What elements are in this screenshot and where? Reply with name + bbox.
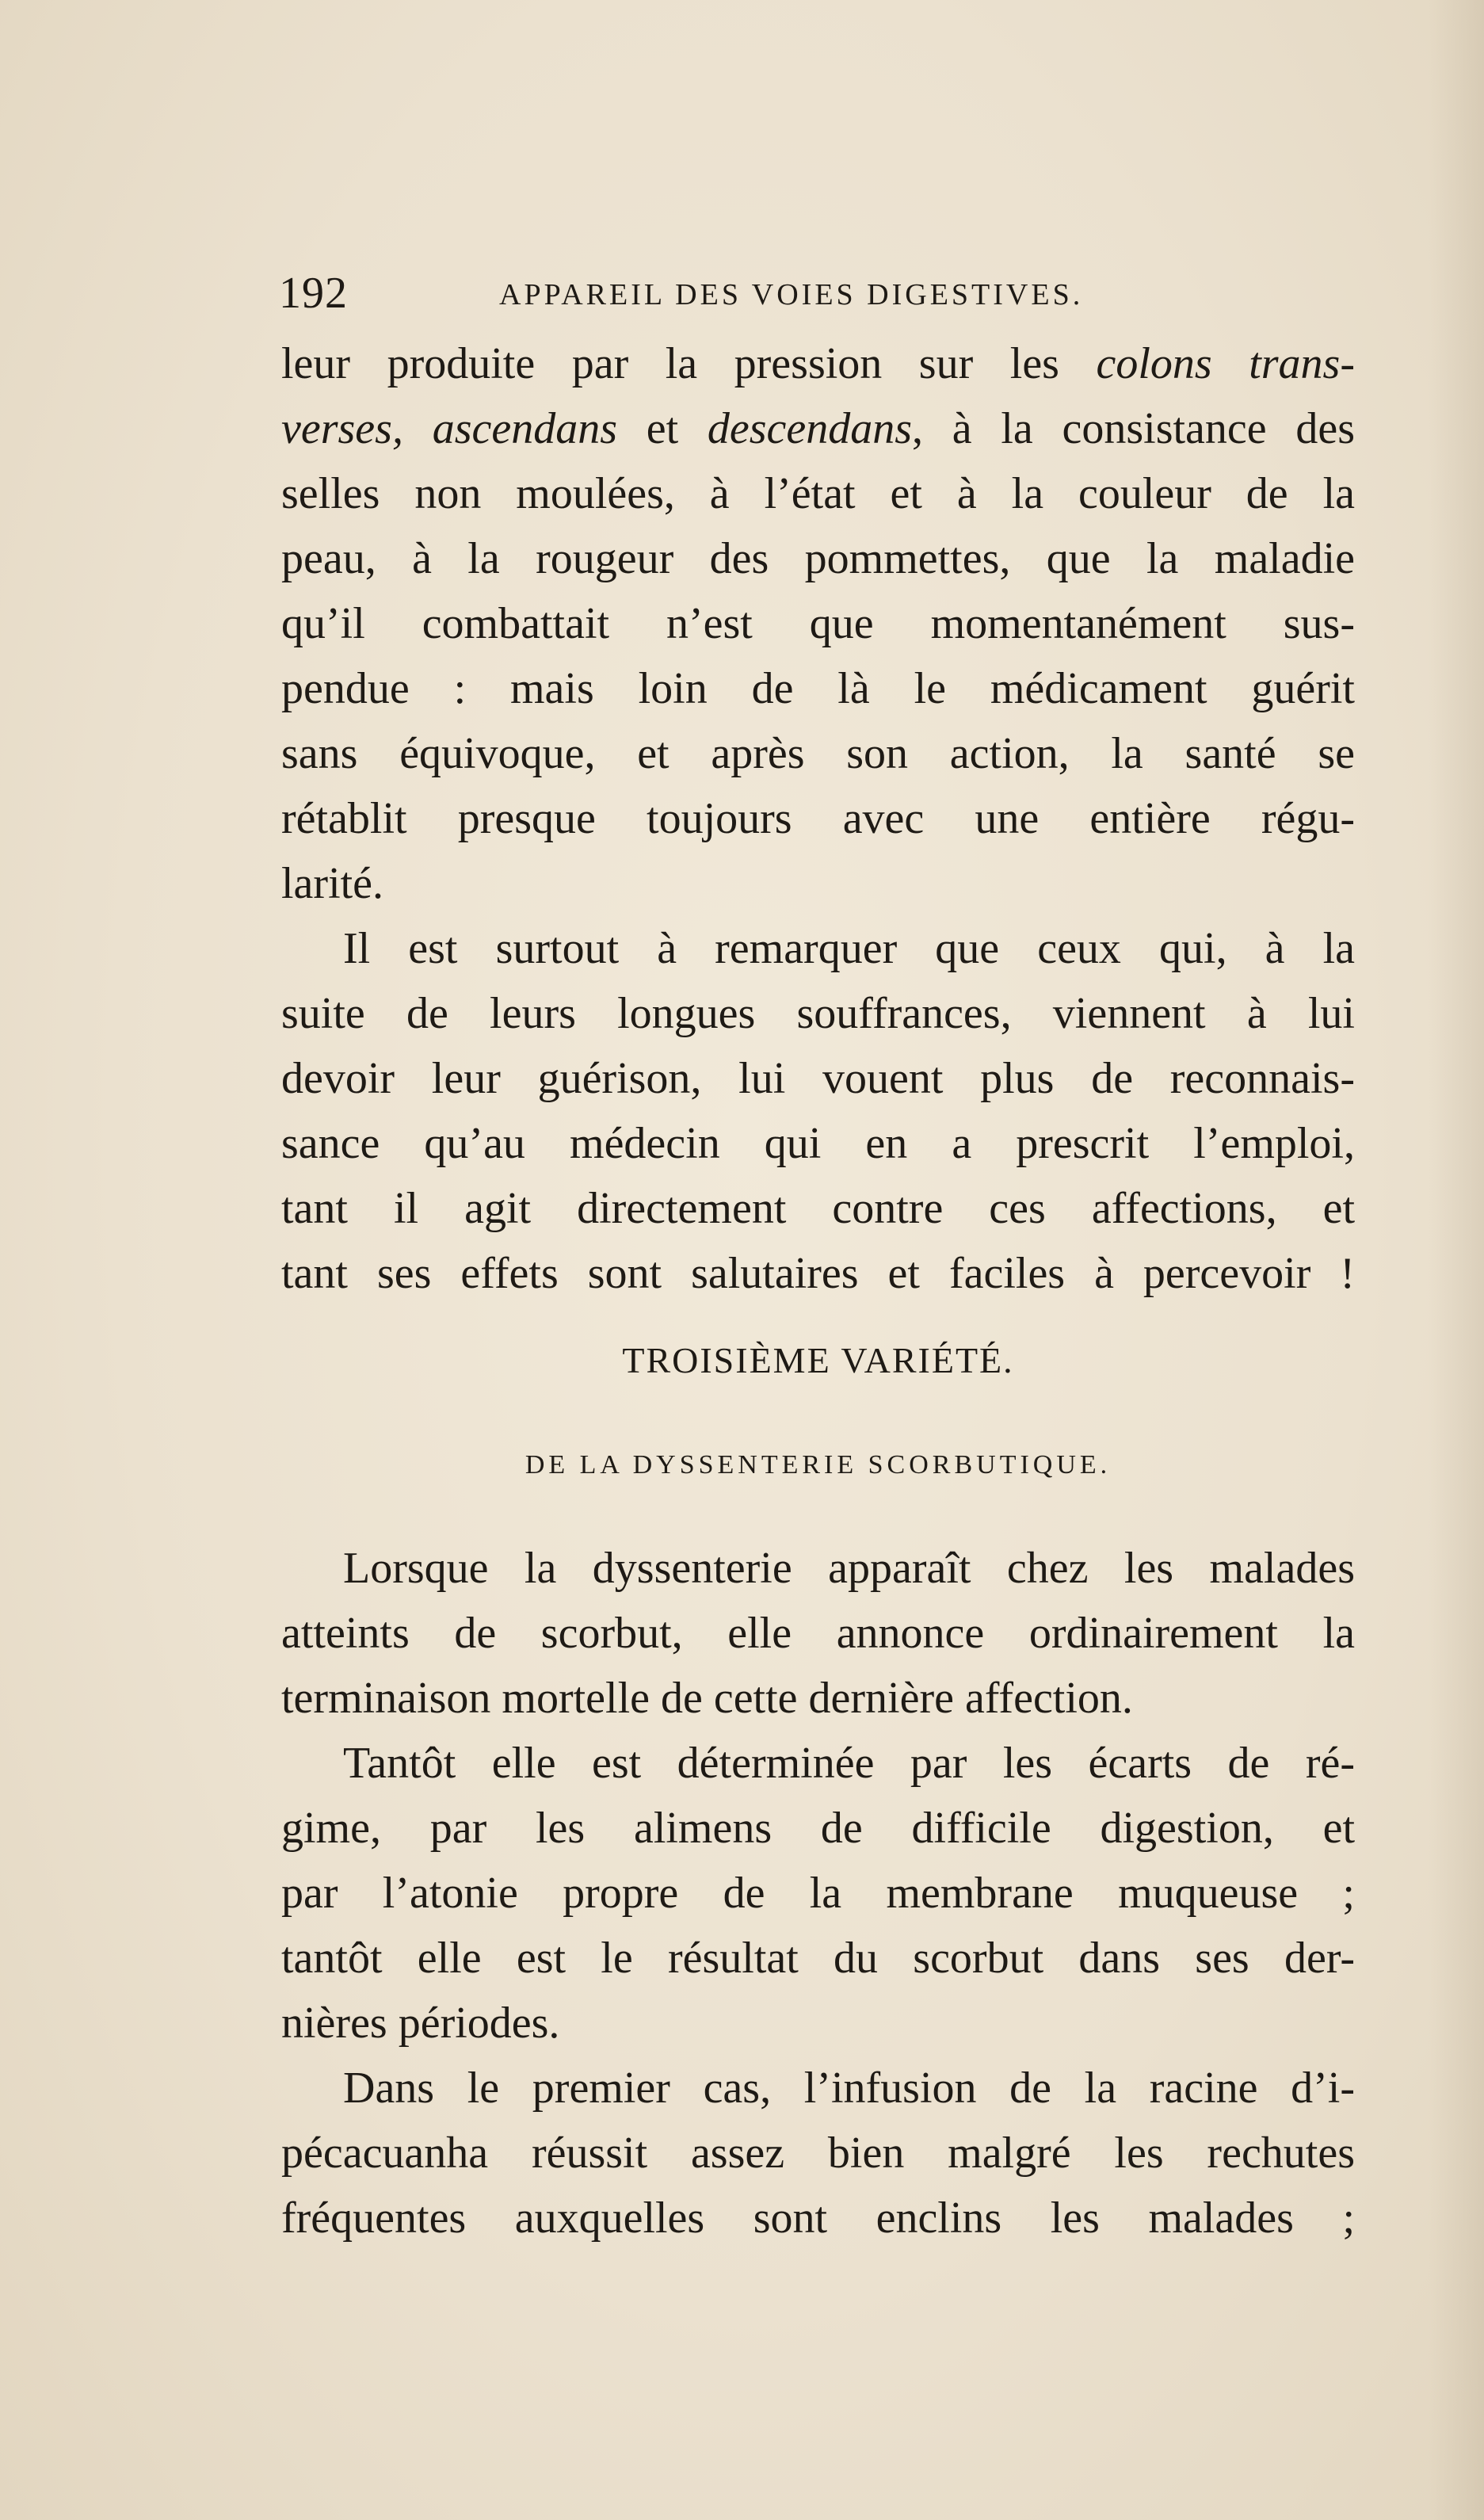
italic-term: ascendans — [432, 404, 617, 453]
body-text — [281, 331, 1355, 1306]
text-line: leur produite par la pression sur les colons trans- — [281, 339, 1355, 388]
text-line: peau, à la rougeur des pommettes, que la maladie — [281, 534, 1355, 583]
text-line: atteints de scorbut, elle annonce ordinairement la — [281, 1609, 1355, 1658]
text-line: pécacuanha réussit assez bien malgré les rechutes — [281, 2129, 1355, 2178]
paragraph-first-line: Dans le premier cas, l’infusion de la racine d’i- — [343, 2064, 1355, 2113]
page-number: 192 — [279, 269, 348, 318]
text-line: verses, ascendans et descendans, à la consistance des — [281, 404, 1355, 453]
text-line: tant ses effets sont salutaires et faciles à percevoir ! — [281, 1249, 1355, 1298]
page-edge-shadow — [1429, 0, 1484, 2520]
italic-term: descendans — [707, 404, 913, 453]
italic-term: colons trans- — [1096, 339, 1355, 388]
italic-term: verses, — [281, 404, 433, 453]
text-line: pendue : mais loin de là le médicament guérit — [281, 664, 1355, 713]
section-heading: TROISIÈME VARIÉTÉ. — [622, 1340, 1014, 1380]
text-line: nières périodes. — [281, 1999, 560, 2048]
section-subheading: DE LA DYSSENTERIE SCORBUTIQUE. — [525, 1450, 1112, 1480]
text-line: larité. — [281, 859, 384, 908]
text-line: terminaison mortelle de cette dernière affection. — [281, 1674, 1133, 1723]
text-line: selles non moulées, à l’état et à la couleur de la — [281, 469, 1355, 518]
text-line: fréquentes auxquelles sont enclins les malades ; — [281, 2194, 1355, 2243]
text-line: devoir leur guérison, lui vouent plus de reconnais- — [281, 1054, 1355, 1103]
text-line: tantôt elle est le résultat du scorbut dans ses der- — [281, 1934, 1355, 1983]
text-line: sance qu’au médecin qui en a prescrit l’emploi, — [281, 1119, 1355, 1168]
paragraph-first-line: Lorsque la dyssenterie apparaît chez les malades — [343, 1544, 1355, 1593]
text-line: qu’il combattait n’est que momentanément sus- — [281, 599, 1355, 648]
text-line: rétablit presque toujours avec une entière régu- — [281, 794, 1355, 843]
page-header — [279, 268, 1356, 331]
text-line: tant il agit directement contre ces affections, et — [281, 1184, 1355, 1233]
paragraph-first-line: Il est surtout à remarquer que ceux qui, à la — [343, 924, 1355, 973]
text-line: par l’atonie propre de la membrane muqueuse ; — [281, 1869, 1355, 1918]
text-line: sans équivoque, et après son action, la santé se — [281, 729, 1355, 778]
body-text-bottom — [281, 1536, 1355, 2251]
paragraph-first-line: Tantôt elle est déterminée par les écarts de ré- — [343, 1739, 1355, 1788]
running-head: APPAREIL DES VOIES DIGESTIVES. — [499, 278, 1084, 311]
text-line: suite de leurs longues souffrances, viennent à lui — [281, 989, 1355, 1038]
text-line: gime, par les alimens de difficile digestion, et — [281, 1804, 1355, 1853]
